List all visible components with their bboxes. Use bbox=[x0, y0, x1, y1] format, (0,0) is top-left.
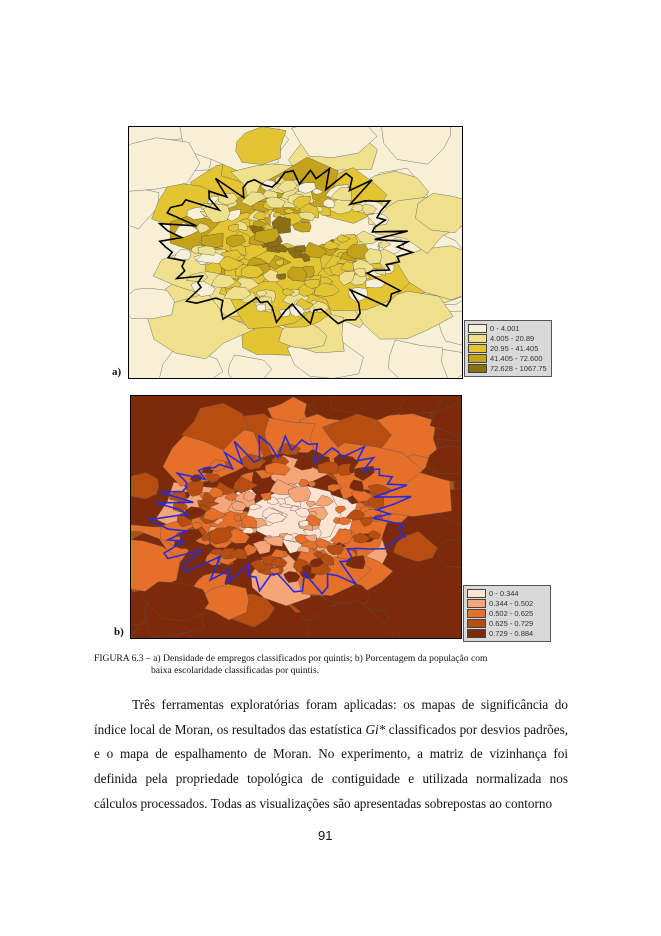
map-district bbox=[394, 532, 438, 562]
map-a-canvas bbox=[129, 127, 462, 378]
legend-swatch bbox=[468, 364, 487, 373]
legend-entry bbox=[467, 619, 547, 628]
legend-label: 0 - 4.001 bbox=[490, 324, 520, 333]
legend-label: 0.344 - 0.502 bbox=[489, 599, 534, 608]
legend-label: 4.005 - 20.89 bbox=[490, 334, 535, 343]
legend-label: 72.628 - 1067.75 bbox=[490, 364, 547, 373]
legend-label: 0 - 0.344 bbox=[489, 589, 519, 598]
legend-swatch bbox=[467, 619, 486, 628]
math-symbol-gi-star: Gi* bbox=[365, 721, 386, 737]
map-employment-density bbox=[128, 126, 463, 379]
map-district bbox=[228, 355, 271, 378]
legend-label: 20.95 - 41.405 bbox=[490, 344, 539, 353]
figure-caption bbox=[94, 653, 574, 677]
panel-a-label: a) bbox=[112, 366, 122, 378]
map-cell bbox=[271, 549, 286, 557]
caption-line-1: FIGURA 6.3 – a) Densidade de empregos classificados por quintis; b) Porcentagem da população com bbox=[94, 653, 488, 664]
map-cell bbox=[218, 564, 227, 571]
legend-swatch bbox=[468, 344, 487, 353]
map-b-canvas bbox=[131, 396, 461, 638]
legend-entry bbox=[468, 344, 548, 353]
legend-label: 0.729 - 0.884 bbox=[489, 629, 534, 638]
map-cell bbox=[260, 492, 272, 501]
map-district bbox=[131, 473, 159, 499]
legend-entry bbox=[468, 354, 548, 363]
panel-b-label: b) bbox=[114, 626, 124, 638]
legend-entry bbox=[468, 334, 548, 343]
legend-label: 0.502 - 0.625 bbox=[489, 609, 534, 618]
legend-swatch bbox=[467, 609, 486, 618]
map-cell bbox=[233, 477, 258, 494]
map-district bbox=[388, 340, 448, 378]
legend-entry bbox=[467, 589, 547, 598]
legend-entry bbox=[468, 324, 548, 333]
map-district bbox=[381, 127, 451, 164]
map-cell bbox=[174, 250, 191, 260]
legend-b bbox=[463, 585, 551, 642]
legend-entry bbox=[467, 629, 547, 638]
legend-swatch bbox=[467, 599, 486, 608]
legend-entry bbox=[468, 364, 548, 373]
legend-a bbox=[464, 320, 552, 377]
legend-swatch bbox=[467, 589, 486, 598]
legend-swatch bbox=[468, 334, 487, 343]
legend-swatch bbox=[468, 324, 487, 333]
map-district bbox=[129, 138, 200, 192]
legend-entry bbox=[467, 599, 547, 608]
paragraph-text-part-1: Três ferramentas exploratórias foram aplicadas: os mapas de significância do índice local de Moran, os resultados das estatística bbox=[94, 697, 568, 737]
legend-label: 41.405 - 72.600 bbox=[490, 354, 543, 363]
body-paragraph bbox=[94, 693, 568, 817]
legend-label: 0.625 - 0.729 bbox=[489, 619, 534, 628]
map-district bbox=[438, 540, 461, 568]
legend-swatch bbox=[468, 354, 487, 363]
map-district bbox=[129, 185, 159, 229]
page-number: 91 bbox=[318, 828, 333, 843]
caption-line-2: baixa escolaridade classificadas por quintis. bbox=[151, 665, 320, 676]
legend-swatch bbox=[467, 629, 486, 638]
map-cell bbox=[205, 474, 220, 483]
paragraph-text-part-2: classificados por desvios padrões, e o mapa de espalhamento de Moran. No experimento, a matriz de vizinhança foi definida pela propriedade topológica de contiguidade e utilizada normalizada nos cálculos processados. Todas as visualizações são apresentadas sobrepostas ao contorno bbox=[94, 721, 569, 811]
map-low-schooling bbox=[130, 395, 462, 639]
map-district bbox=[129, 288, 175, 319]
legend-entry bbox=[467, 609, 547, 618]
